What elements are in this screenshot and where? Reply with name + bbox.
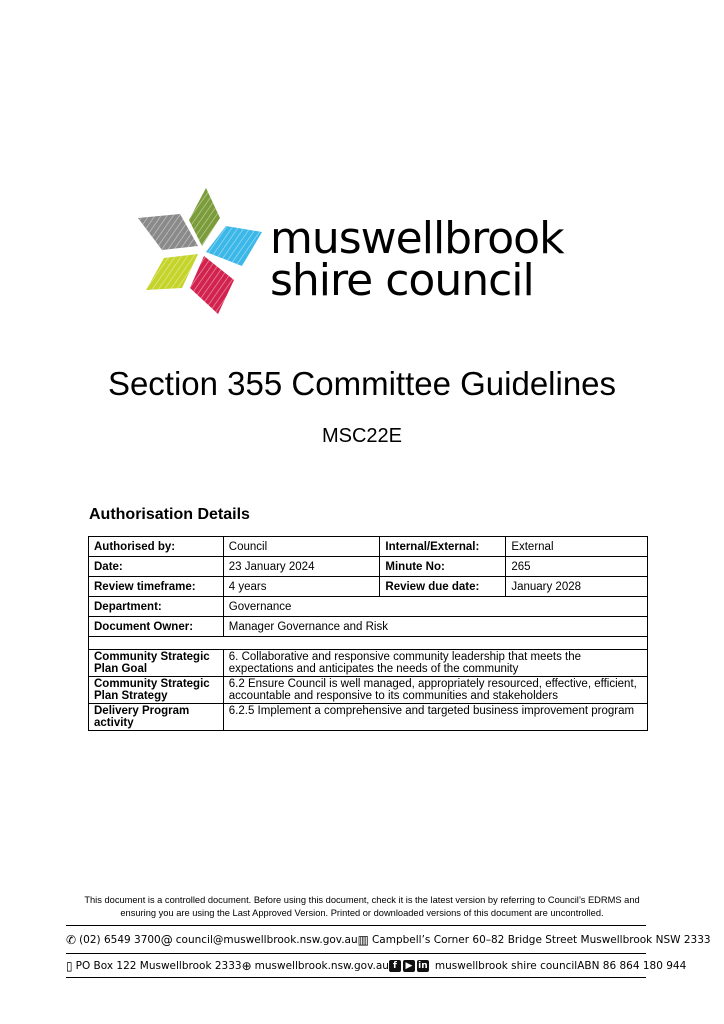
date-value: 23 January 2024 [223,557,380,577]
footer-contact-row [66,930,711,950]
delivery-program-label: Delivery Program activity [89,704,224,731]
logo-petal-green [189,188,220,246]
footer-email[interactable] [161,933,358,947]
table-row [89,557,648,577]
date-label: Date: [89,557,224,577]
at-icon: @ [160,933,173,947]
council-logo [134,184,574,319]
table-row [89,677,648,704]
csp-strategy-label: Community Strategic Plan Strategy [89,677,224,704]
logo-petal-blue [206,226,262,266]
logo-line-2: shire council [270,255,534,306]
logo-line-1: muswellbrook [270,213,564,264]
authorised-by-label: Authorised by: [89,537,224,557]
logo-petal-grey [138,214,198,250]
linkedin-icon[interactable]: in [418,961,428,971]
csp-strategy-value: 6.2 Ensure Council is well managed, appropriately resourced, effective, efficient, accountable and responsive to its communities and stakeholders [223,677,647,704]
footer-divider [66,953,646,954]
globe-icon: ⊕ [241,959,252,973]
controlled-document-note: This document is a controlled document. Before using this document, check it is the latest version by referring to Council’s EDRMS and ensuring you are using the Last Approved Version. Printed or downloaded versions of this document are uncontrolled. [84,895,640,918]
authorisation-table [88,536,648,731]
footer-phone-text: (02) 6549 3700 [79,934,161,946]
csp-goal-label: Community Strategic Plan Goal [89,650,224,677]
footer-website[interactable] [242,959,389,973]
authorised-by-value: Council [223,537,380,557]
table-row [89,537,648,557]
review-timeframe-value: 4 years [223,577,380,597]
csp-goal-value: 6. Collaborative and responsive community leadership that meets the expectations and anticipates the needs of the community [223,650,647,677]
facebook-icon[interactable]: f [389,960,401,972]
footer-po-box [66,959,242,973]
table-row [89,704,648,731]
star-logo-icon [134,184,274,319]
footer-divider [66,977,646,978]
footer-address-text: Campbell’s Corner 60–82 Bridge Street Muswellbrook NSW 2333 [371,934,711,946]
footer-divider [66,925,646,926]
youtube-icon[interactable]: ▶ [403,960,415,972]
document-owner-value: Manager Governance and Risk [223,617,647,637]
footer-social[interactable] [389,960,577,972]
footer-email-text: council@muswellbrook.nsw.gov.au [175,934,358,946]
internal-external-value: External [506,537,648,557]
document-code: MSC22E [321,425,403,447]
footer-abn: ABN 86 864 180 944 [577,960,687,972]
document-owner-label: Document Owner: [89,617,224,637]
logo-petal-red [190,256,234,314]
authorisation-heading: Authorisation Details [89,506,250,523]
footer-po-box-text: PO Box 122 Muswellbrook 2333 [75,960,242,972]
footer-website-text: muswellbrook.nsw.gov.au [254,960,389,972]
table-row [89,650,648,677]
review-due-value: January 2028 [506,577,648,597]
footer-phone [66,933,161,947]
delivery-program-value: 6.2.5 Implement a comprehensive and targeted business improvement program [223,704,647,731]
footer-address [358,933,711,947]
building-icon: ▥ [357,933,369,947]
document-title: Section 355 Committee Guidelines [107,365,617,402]
footer-social-text: muswellbrook shire council [434,960,578,972]
review-due-label: Review due date: [380,577,506,597]
table-row [89,617,648,637]
department-value: Governance [223,597,647,617]
table-row [89,577,648,597]
table-row [89,597,648,617]
review-timeframe-label: Review timeframe: [89,577,224,597]
table-spacer-row [89,637,648,650]
minute-label: Minute No: [380,557,506,577]
internal-external-label: Internal/External: [380,537,506,557]
logo-petal-yellow [146,254,198,290]
minute-value: 265 [506,557,648,577]
logo-wordmark [270,213,564,306]
footer-postal-row [66,956,687,976]
department-label: Department: [89,597,224,617]
mailbox-icon: ▯ [66,959,73,973]
phone-icon: ✆ [66,933,77,947]
